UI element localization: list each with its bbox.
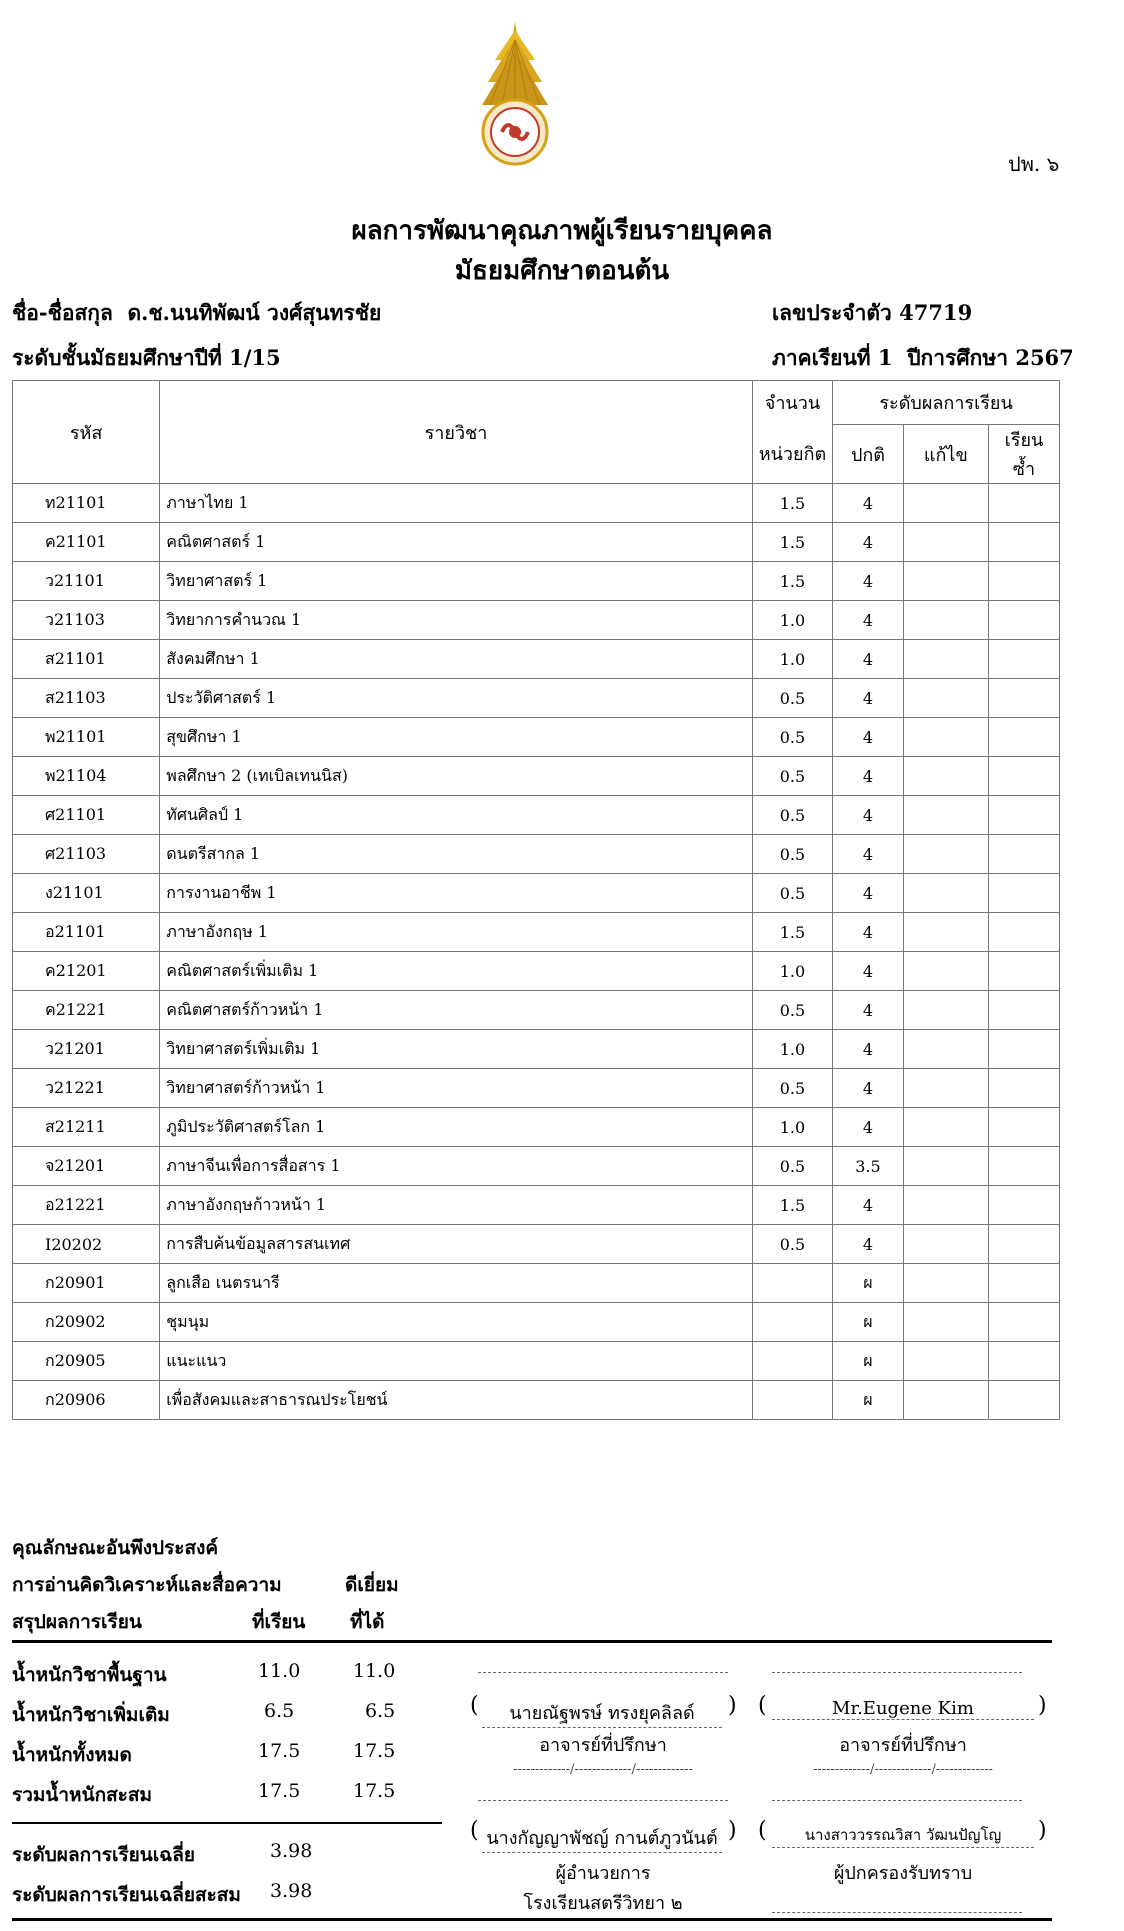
subject-code: ก20905	[13, 1342, 160, 1381]
document-subtitle: มัธยมศึกษาตอนต้น	[454, 256, 670, 286]
grade-fix	[903, 562, 988, 601]
subject-code: ค21101	[13, 523, 160, 562]
subject-credits: 1.0	[752, 1108, 832, 1147]
paren-open: (	[758, 1818, 767, 1843]
subject-name: ภาษาจีนเพื่อการสื่อสาร 1	[160, 1147, 752, 1186]
subject-code: ก20901	[13, 1264, 160, 1303]
grade-normal: ผ	[833, 1381, 904, 1420]
subject-code: ค21221	[13, 991, 160, 1030]
grade-fix	[903, 913, 988, 952]
subject-credits: 1.0	[752, 1030, 832, 1069]
director-role: ผู้อำนวยการ	[555, 1863, 651, 1884]
paren-close: )	[728, 1818, 737, 1843]
school-name: โรงเรียนสตรีวิทยา ๒	[523, 1893, 683, 1914]
signature-line-advisor1	[478, 1672, 728, 1673]
student-id-line	[772, 297, 972, 330]
subject-code: ก20902	[13, 1303, 160, 1342]
paren-close: )	[1038, 1693, 1047, 1718]
subject-credits	[752, 1342, 832, 1381]
grade-repeat	[988, 757, 1059, 796]
advisor1-name: นายณัฐพรษ์ ทรงยุคลิลด์	[482, 1698, 722, 1728]
signature-line-advisor2	[772, 1672, 1022, 1673]
grade-normal: 4	[833, 718, 904, 757]
grade-fix	[903, 718, 988, 757]
grade-repeat	[988, 1069, 1059, 1108]
subject-name: ภาษาไทย 1	[160, 484, 752, 523]
grade-normal: ผ	[833, 1342, 904, 1381]
subject-name: ภาษาอังกฤษ 1	[160, 913, 752, 952]
grade-repeat	[988, 523, 1059, 562]
parent-role: ผู้ปกครองรับทราบ	[833, 1863, 973, 1884]
year-label: ปีการศึกษา	[907, 345, 1009, 370]
table-row	[13, 913, 1060, 952]
advisor1-role: อาจารย์ที่ปรึกษา	[539, 1735, 667, 1756]
subject-name: สังคมศึกษา 1	[160, 640, 752, 679]
subject-name: ภูมิประวัติศาสตร์โลก 1	[160, 1108, 752, 1147]
grade-normal: 4	[833, 1225, 904, 1264]
table-row	[13, 1381, 1060, 1420]
document-title: ผลการพัฒนาคุณภาพผู้เรียนรายบุคคล	[351, 216, 773, 246]
table-row	[13, 1108, 1060, 1147]
signature-line-director	[478, 1800, 728, 1801]
subject-name: คณิตศาสตร์ก้าวหน้า 1	[160, 991, 752, 1030]
grade-fix	[903, 1225, 988, 1264]
grade-repeat	[988, 1225, 1059, 1264]
grade-normal: 4	[833, 991, 904, 1030]
grade-repeat	[988, 601, 1059, 640]
col-earned: ที่ได้	[350, 1611, 385, 1633]
header-grade-group: ระดับผลการเรียน	[833, 381, 1060, 425]
grade-repeat	[988, 640, 1059, 679]
grade-repeat	[988, 991, 1059, 1030]
subject-code: พ21104	[13, 757, 160, 796]
paren-close: )	[728, 1693, 737, 1718]
table-row	[13, 1225, 1060, 1264]
director-name: นางกัญญาพัชญ์ กานต์ภูวนันต์	[482, 1823, 722, 1853]
subject-credits: 0.5	[752, 1225, 832, 1264]
subject-name: ทัศนศิลป์ 1	[160, 796, 752, 835]
student-name: ด.ช.นนทิพัฒน์ วงศ์สุนทรชัย	[127, 300, 382, 325]
grade-fix	[903, 835, 988, 874]
table-row	[13, 601, 1060, 640]
grade-fix	[903, 523, 988, 562]
grade-fix	[903, 1108, 988, 1147]
grade-fix	[903, 640, 988, 679]
grade-fix	[903, 1342, 988, 1381]
subject-credits	[752, 1264, 832, 1303]
grade-normal: 4	[833, 1108, 904, 1147]
term-value: 1	[877, 345, 893, 370]
subject-name: ดนตรีสากล 1	[160, 835, 752, 874]
header-credits-top: จำนวน	[752, 381, 832, 425]
grade-normal: 4	[833, 1030, 904, 1069]
results-label: สรุปผลการเรียน	[12, 1611, 142, 1633]
advisor2-role: อาจารย์ที่ปรึกษา	[839, 1735, 967, 1756]
table-row	[13, 523, 1060, 562]
grade-fix	[903, 1069, 988, 1108]
table-row	[13, 718, 1060, 757]
paren-open: (	[758, 1693, 767, 1718]
name-label: ชื่อ-ชื่อสกุล	[12, 300, 113, 325]
col-studied: ที่เรียน	[252, 1611, 306, 1633]
subject-name: วิทยาการคำนวณ 1	[160, 601, 752, 640]
grade-repeat	[988, 1381, 1059, 1420]
subject-code: ท21101	[13, 484, 160, 523]
col-earned-top: ดีเยี่ยม	[345, 1574, 399, 1596]
subject-credits	[752, 1381, 832, 1420]
date-line-advisor1: -------------/-------------/-------------	[512, 1762, 694, 1777]
subject-name: ประวัติศาสตร์ 1	[160, 679, 752, 718]
summary-row-earned: 6.5	[365, 1700, 396, 1722]
grade-normal: 4	[833, 679, 904, 718]
summary-row-studied: 17.5	[258, 1740, 301, 1762]
subject-credits: 0.5	[752, 874, 832, 913]
grade-normal: 4	[833, 874, 904, 913]
grade-fix	[903, 796, 988, 835]
subject-name: พลศึกษา 2 (เทเบิลเทนนิส)	[160, 757, 752, 796]
grades-table	[12, 380, 1060, 1420]
year-value: 2567	[1015, 345, 1074, 370]
header-repeat: เรียนซ้ำ	[988, 425, 1059, 484]
subject-code: พ21101	[13, 718, 160, 757]
table-row	[13, 640, 1060, 679]
summary-row-label: รวมน้ำหนักสะสม	[12, 1784, 152, 1806]
term-label: ภาคเรียนที่	[772, 345, 871, 370]
table-row	[13, 874, 1060, 913]
summary-row-studied: 17.5	[258, 1780, 301, 1802]
subject-code: ว21201	[13, 1030, 160, 1069]
grade-normal: 4	[833, 835, 904, 874]
grade-repeat	[988, 796, 1059, 835]
table-row	[13, 679, 1060, 718]
subject-credits: 0.5	[752, 1147, 832, 1186]
table-row	[13, 1264, 1060, 1303]
grade-rows	[13, 484, 1060, 1420]
subject-name: การงานอาชีพ 1	[160, 874, 752, 913]
student-name-line	[12, 297, 381, 330]
gpa-value: 3.98	[270, 1840, 313, 1862]
date-line-advisor2: -------------/-------------/-------------	[812, 1762, 994, 1777]
subject-code: I20202	[13, 1225, 160, 1264]
subject-credits: 0.5	[752, 991, 832, 1030]
grade-normal: 4	[833, 952, 904, 991]
table-row	[13, 1030, 1060, 1069]
summary-row-earned: 11.0	[353, 1660, 396, 1682]
subject-credits	[752, 1303, 832, 1342]
table-row	[13, 484, 1060, 523]
grade-repeat	[988, 484, 1059, 523]
subject-name: แนะแนว	[160, 1342, 752, 1381]
table-row	[13, 835, 1060, 874]
grade-repeat	[988, 952, 1059, 991]
grade-fix	[903, 484, 988, 523]
table-row	[13, 1069, 1060, 1108]
subject-name: ชุมนุม	[160, 1303, 752, 1342]
subject-code: ค21201	[13, 952, 160, 991]
level-line	[12, 342, 281, 375]
date-line-parent	[772, 1912, 1022, 1913]
subject-credits: 0.5	[752, 835, 832, 874]
id-label: เลขประจำตัว	[772, 300, 892, 325]
grade-repeat	[988, 1186, 1059, 1225]
term-line	[772, 342, 1074, 375]
signature-line-parent	[772, 1800, 1022, 1801]
grade-repeat	[988, 874, 1059, 913]
subject-credits: 0.5	[752, 757, 832, 796]
grade-repeat	[988, 562, 1059, 601]
cum-gpa-label: ระดับผลการเรียนเฉลี่ยสะสม	[12, 1884, 241, 1906]
grade-repeat	[988, 1147, 1059, 1186]
subject-name: คณิตศาสตร์ 1	[160, 523, 752, 562]
summary-top-rule	[12, 1640, 1052, 1643]
student-id: 47719	[899, 300, 973, 325]
form-code: ปพ. ๖	[1008, 152, 1060, 176]
parent-name: นางสาววรรณวิสา วัฒนปัญโญ	[772, 1823, 1034, 1848]
grade-repeat	[988, 1264, 1059, 1303]
grade-fix	[903, 1381, 988, 1420]
table-row	[13, 796, 1060, 835]
table-row	[13, 991, 1060, 1030]
subject-credits: 1.0	[752, 640, 832, 679]
grade-repeat	[988, 1342, 1059, 1381]
summary-row-label: น้ำหนักทั้งหมด	[12, 1744, 132, 1766]
subject-code: ส21103	[13, 679, 160, 718]
subject-code: ก20906	[13, 1381, 160, 1420]
summary-row-earned: 17.5	[353, 1780, 396, 1802]
reading-label: การอ่านคิดวิเคราะห์และสื่อความ	[12, 1574, 282, 1596]
grade-normal: 4	[833, 601, 904, 640]
subject-name: เพื่อสังคมและสาธารณประโยชน์	[160, 1381, 752, 1420]
grade-normal: 4	[833, 796, 904, 835]
grade-repeat	[988, 1030, 1059, 1069]
school-emblem-logo	[480, 20, 550, 170]
header-fix: แก้ไข	[903, 425, 988, 484]
subject-name: สุขศึกษา 1	[160, 718, 752, 757]
header-normal: ปกติ	[833, 425, 904, 484]
grade-normal: 4	[833, 562, 904, 601]
grade-repeat	[988, 835, 1059, 874]
subject-credits: 1.0	[752, 952, 832, 991]
subject-name: ภาษาอังกฤษก้าวหน้า 1	[160, 1186, 752, 1225]
grade-fix	[903, 874, 988, 913]
grade-normal: 4	[833, 484, 904, 523]
paren-close: )	[1038, 1818, 1047, 1843]
grade-normal: 4	[833, 1069, 904, 1108]
grade-normal: ผ	[833, 1264, 904, 1303]
summary-row-earned: 17.5	[353, 1740, 396, 1762]
grade-fix	[903, 1030, 988, 1069]
subject-code: ส21101	[13, 640, 160, 679]
table-row	[13, 562, 1060, 601]
summary-bottom-rule	[12, 1918, 1052, 1921]
subject-code: ศ21103	[13, 835, 160, 874]
grade-normal: 4	[833, 523, 904, 562]
subject-code: ว21103	[13, 601, 160, 640]
level-label: ระดับชั้นมัธยมศึกษาปีที่	[12, 345, 222, 370]
grade-repeat	[988, 679, 1059, 718]
grade-fix	[903, 991, 988, 1030]
header-code: รหัส	[13, 381, 160, 484]
paren-open: (	[470, 1693, 479, 1718]
subject-code: จ21201	[13, 1147, 160, 1186]
gpa-top-rule	[12, 1822, 442, 1824]
header-credits-bottom: หน่วยกิต	[752, 425, 832, 484]
paren-open: (	[470, 1818, 479, 1843]
grade-repeat	[988, 718, 1059, 757]
subject-code: ง21101	[13, 874, 160, 913]
grade-normal: ผ	[833, 1303, 904, 1342]
subject-code: ว21221	[13, 1069, 160, 1108]
table-row	[13, 1186, 1060, 1225]
level-value: 1/15	[229, 345, 281, 370]
cum-gpa-value: 3.98	[270, 1880, 313, 1902]
grade-normal: 4	[833, 1186, 904, 1225]
subject-name: วิทยาศาสตร์ก้าวหน้า 1	[160, 1069, 752, 1108]
table-row	[13, 757, 1060, 796]
subject-credits: 1.5	[752, 484, 832, 523]
grade-fix	[903, 1264, 988, 1303]
subject-name: คณิตศาสตร์เพิ่มเติม 1	[160, 952, 752, 991]
table-row	[13, 1147, 1060, 1186]
gpa-label: ระดับผลการเรียนเฉลี่ย	[12, 1844, 195, 1866]
traits-label: คุณลักษณะอันพึงประสงค์	[12, 1537, 219, 1559]
header-subject: รายวิชา	[160, 381, 752, 484]
table-row	[13, 1342, 1060, 1381]
table-row	[13, 1303, 1060, 1342]
table-row	[13, 952, 1060, 991]
grade-fix	[903, 1186, 988, 1225]
summary-row-label: น้ำหนักวิชาเพิ่มเติม	[12, 1704, 170, 1726]
grade-normal: 3.5	[833, 1147, 904, 1186]
subject-credits: 1.5	[752, 562, 832, 601]
summary-row-studied: 6.5	[264, 1700, 295, 1722]
grade-fix	[903, 757, 988, 796]
grade-fix	[903, 1147, 988, 1186]
subject-credits: 0.5	[752, 796, 832, 835]
grade-normal: 4	[833, 640, 904, 679]
advisor2-name: Mr.Eugene Kim	[772, 1698, 1034, 1720]
subject-code: ส21211	[13, 1108, 160, 1147]
summary-row-label: น้ำหนักวิชาพื้นฐาน	[12, 1664, 167, 1686]
subject-credits: 1.5	[752, 1186, 832, 1225]
summary-row-studied: 11.0	[258, 1660, 301, 1682]
grade-repeat	[988, 1303, 1059, 1342]
subject-code: ศ21101	[13, 796, 160, 835]
subject-code: อ21221	[13, 1186, 160, 1225]
grade-fix	[903, 679, 988, 718]
subject-credits: 1.0	[752, 601, 832, 640]
subject-name: การสืบค้นข้อมูลสารสนเทศ	[160, 1225, 752, 1264]
subject-credits: 1.5	[752, 523, 832, 562]
subject-credits: 0.5	[752, 718, 832, 757]
grade-fix	[903, 952, 988, 991]
subject-code: ว21101	[13, 562, 160, 601]
grade-fix	[903, 601, 988, 640]
subject-name: วิทยาศาสตร์ 1	[160, 562, 752, 601]
subject-credits: 0.5	[752, 679, 832, 718]
grade-normal: 4	[833, 757, 904, 796]
subject-code: อ21101	[13, 913, 160, 952]
subject-name: ลูกเสือ เนตรนารี	[160, 1264, 752, 1303]
subject-name: วิทยาศาสตร์เพิ่มเติม 1	[160, 1030, 752, 1069]
grade-fix	[903, 1303, 988, 1342]
grade-repeat	[988, 913, 1059, 952]
grade-repeat	[988, 1108, 1059, 1147]
subject-credits: 0.5	[752, 1069, 832, 1108]
subject-credits: 1.5	[752, 913, 832, 952]
grade-normal: 4	[833, 913, 904, 952]
